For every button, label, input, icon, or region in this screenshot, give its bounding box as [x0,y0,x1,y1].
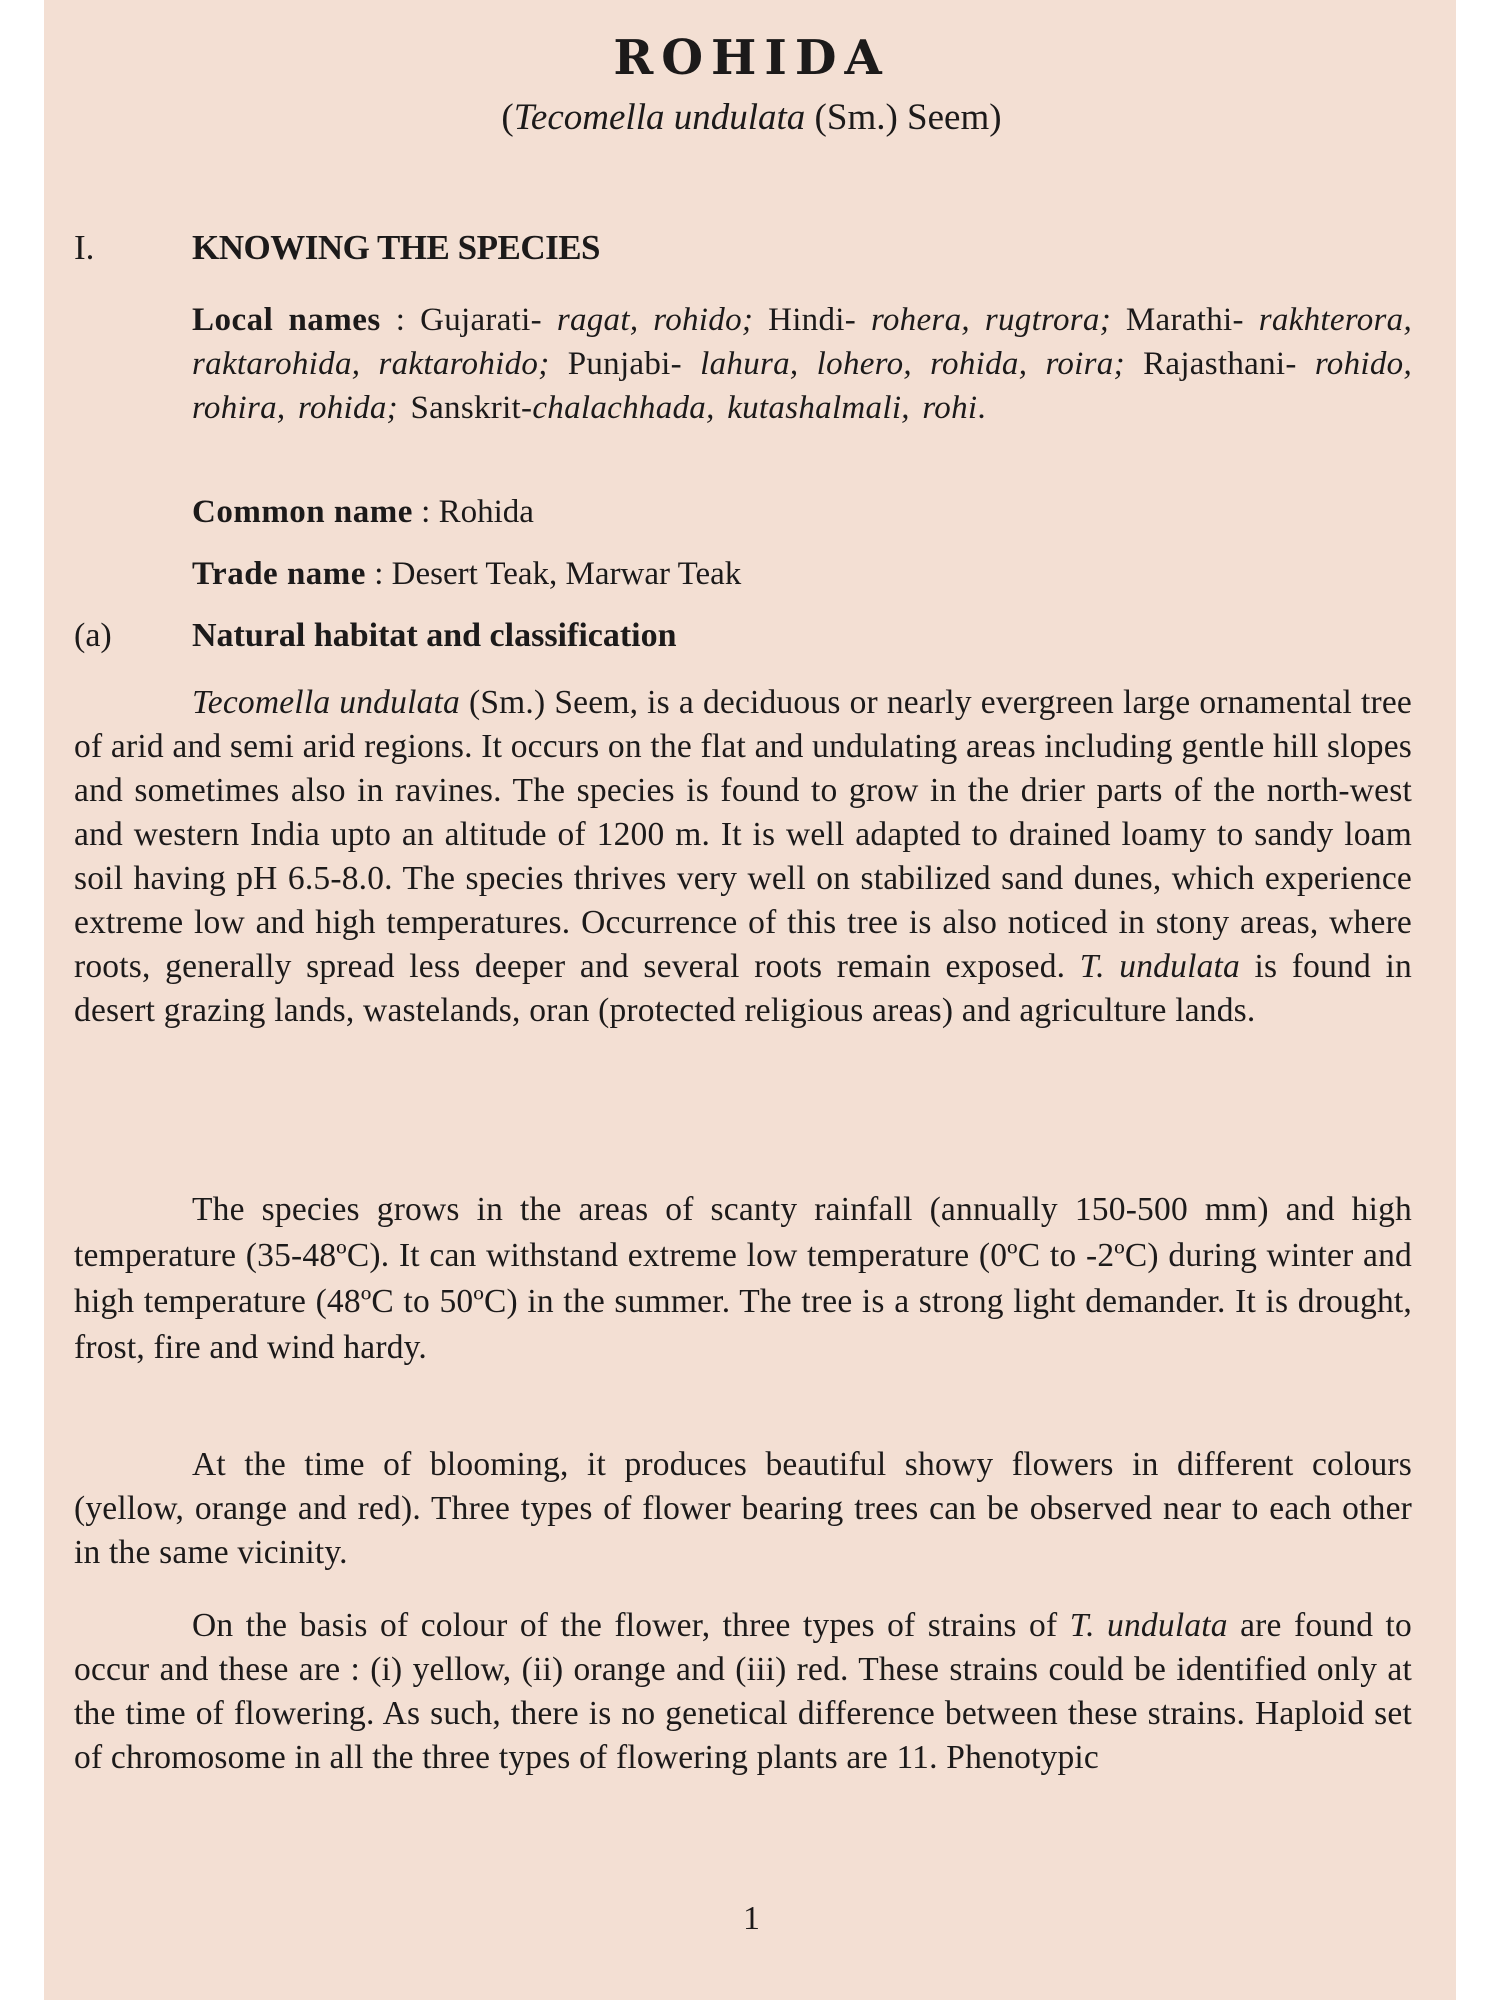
page-number: 1 [743,1900,760,1937]
subtitle-open-paren: ( [501,97,514,138]
trade-name-label: Trade name [192,556,366,592]
local-names-label: Local names [192,302,381,338]
gujarati-language: Gujarati- [420,302,557,338]
habitat-text-part-2: is found in desert grazing lands, wastelands, oran (protected religious areas) and agriculture lands. [74,948,1412,1029]
common-name-value: Rohida [438,494,534,530]
strains-species-italic: T. undulata [1069,1607,1228,1644]
habitat-text-part-1: (Sm.) Seem, is a deciduous or nearly evergreen large ornamental tree of arid and semi arid regions. It occurs on the flat and undulating areas including gentle hill slopes and sometimes also in ravines. The species is found to grow in the drier parts of the north-west and western India upto an altitude of 1200 m. It is well adapted to drained loamy to sandy loam soil having pH 6.5-8.0. The species thrives very well on stabilized sand dunes, which experience extreme low and high temperatures. Occurrence of this tree is also noticed in stony areas, where roots, generally spread less deeper and several roots remain exposed. [74,684,1412,985]
local-names-separator: : [380,302,421,338]
trade-name-entry [192,552,1412,596]
species-name-italic: Tecomella undulata [192,684,460,721]
climate-paragraph: The species grows in the areas of scanty rainfall (annually 150-500 mm) and high temperature (35-48ºC). It can withstand extreme low temperature (0ºC to -2ºC) during winter and high temperature (48ºC to 50ºC) in the summer. The tree is a strong light demander. It is drought, frost, fire and wind hardy. [74,1191,1412,1366]
strains-text-part-1: On the basis of colour of the flower, three types of strains of [192,1607,1070,1644]
common-name-separator: : [412,494,439,530]
common-name-entry [192,490,1412,534]
species-abbrev-italic: T. undulata [1079,948,1240,985]
subsection-number: (a) [74,617,112,654]
hindi-names: rohera, rugtrora; [870,302,1111,338]
sanskrit-language: Sanskrit- [397,390,533,426]
marathi-names: rakhterora, raktarohida, raktarohido; [192,302,1413,382]
subtitle-species-name: Tecomella undulata [513,97,806,138]
gujarati-names: ragat, rohido; [556,302,754,338]
book-page [44,0,1456,2000]
flowering-paragraph: At the time of blooming, it produces beautiful showy flowers in different colours (yellow, orange and red). Three types of flower bearing trees can be observed near to each other in the same vicinity. [74,1446,1412,1571]
section-number: I. [74,228,95,267]
strains-text-part-2: are found to occur and these are : (i) yellow, (ii) orange and (iii) red. These strains could be identified only at the time of flowering. As such, there is no genetical difference between these strains. Haploid set of chromosome in all the three types of flowering plants are 11. Phenotypic [74,1607,1412,1776]
marathi-language: Marathi- [1111,302,1259,338]
page-title: ROHIDA [613,30,890,86]
punjabi-language: Punjabi- [549,346,701,382]
local-names-entry [192,298,1412,430]
punjabi-names: lahura, lohero, rohida, roira; [700,346,1125,382]
rajasthani-names: rohido, rohira, rohida; [192,346,1412,426]
hindi-language: Hindi- [753,302,871,338]
subsection-title: Natural habitat and classification [192,617,677,654]
section-title: KNOWING THE SPECIES [192,228,601,267]
local-names-end: . [977,390,986,426]
trade-name-separator: : [365,556,392,592]
common-name-label: Common name [192,494,413,530]
sanskrit-names: chalachhada, kutashalmali, rohi [532,390,978,426]
strains-paragraph [74,1604,1412,1780]
subtitle-authority: (Sm.) Seem) [805,97,1002,138]
scientific-name-subtitle [74,96,1429,139]
rajasthani-language: Rajasthani- [1124,346,1315,382]
habitat-paragraph [74,681,1412,1033]
trade-name-value: Desert Teak, Marwar Teak [391,556,742,592]
